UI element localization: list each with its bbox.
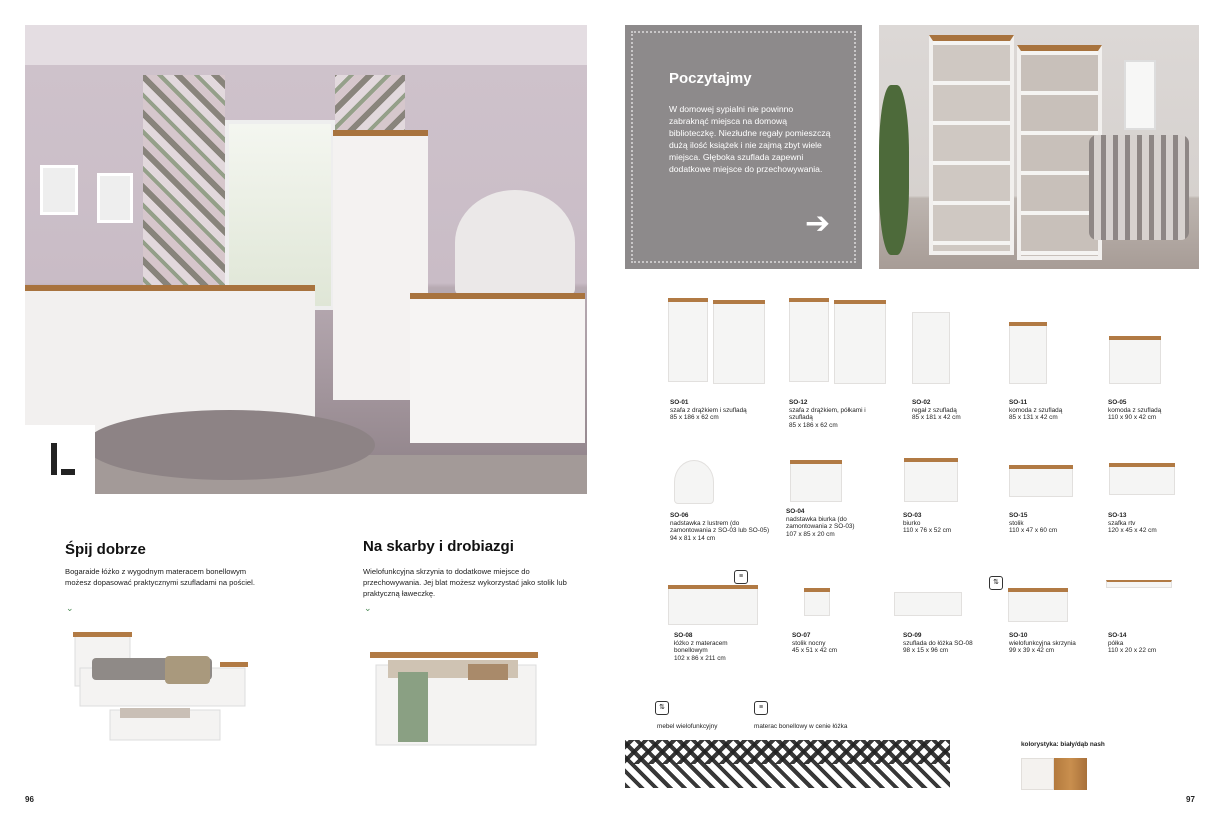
color-label: kolorystyka: biały/dąb nash <box>1021 741 1105 748</box>
product-image-so-10 <box>1008 588 1068 622</box>
promo-box <box>625 25 862 269</box>
hero-bedroom-photo <box>25 25 587 494</box>
bed-with-drawer-drawing <box>70 628 250 748</box>
product-label-so-14: SO-14 półka 110 x 20 x 22 cm <box>1108 632 1157 655</box>
product-image-so-09 <box>894 592 962 616</box>
brand-logo <box>25 425 95 494</box>
section-title-sleep: Śpij dobrze <box>65 541 146 558</box>
arrow-right-icon[interactable]: ➔ <box>805 207 831 240</box>
color-swatch-oak <box>1054 758 1087 790</box>
product-label-so-12: SO-12 szafa z drążkiem, półkami i szufladą 85 x 186 x 62 cm <box>789 399 866 429</box>
legend-multifunction: mebel wielofunkcyjny <box>657 723 718 730</box>
product-image-so-05 <box>1109 336 1161 384</box>
chevron-down-icon: ⌄ <box>364 603 372 613</box>
product-image-so-06 <box>674 460 714 504</box>
product-label-so-04: SO-04 nadstawka biurka (do zamontowania z SO-03) 107 x 85 x 20 cm <box>786 508 855 538</box>
multifunction-icon: ⇅ <box>655 701 669 715</box>
page-number-left: 96 <box>25 795 34 804</box>
product-image-so-13 <box>1109 463 1175 495</box>
product-label-so-05: SO-05 komoda z szufladą 110 x 90 x 42 cm <box>1108 399 1162 422</box>
promo-body: W domowej sypialni nie powinno zabraknąć miejsca na domową biblioteczkę. Niezłudne regały pomieszczą dużą ilość książek i nie zajmą zbyt wiele miejsca. Głęboka szuflada zapewni dodatkowe miejsce do przechowywania. <box>669 104 831 174</box>
product-image-so-04 <box>790 460 842 502</box>
bookshelf-photo <box>879 25 1199 269</box>
product-label-so-08: SO-08 łóżko z materacem bonellowym 102 x 86 x 211 cm <box>674 632 728 662</box>
section-body-storage: Wielofunkcyjna skrzynia to dodatkowe miejsce do przechowywania. Jej blat możesz wykorzystać jako stolik lub praktyczną ławeczkę. <box>363 567 567 598</box>
product-label-so-10: SO-10 wielofunkcyjna skrzynia 99 x 39 x 42 cm <box>1009 632 1076 655</box>
product-label-so-09: SO-09 szuflada do łóżka SO-08 98 x 15 x 96 cm <box>903 632 973 655</box>
product-label-so-03: SO-03 biurko 110 x 76 x 52 cm <box>903 512 952 535</box>
multifunction-icon: ⇅ <box>989 576 1003 590</box>
product-label-so-06: SO-06 nadstawka z lustrem (do zamontowania z SO-03 lub SO-05) 94 x 81 x 14 cm <box>670 512 770 542</box>
product-image-so-15 <box>1009 465 1073 497</box>
product-image-so-12-open <box>834 300 886 384</box>
chevron-down-icon: ⌄ <box>66 603 74 613</box>
product-image-so-01 <box>668 298 708 382</box>
section-title-storage: Na skarby i drobiazgi <box>363 538 514 555</box>
section-body-sleep: Bogaraide łóżko z wygodnym materacem bonellowym możesz dopasować praktycznymi szufladami na pościel. <box>65 567 255 587</box>
promo-title: Poczytajmy <box>669 70 752 87</box>
product-label-so-07: SO-07 stolik nocny 45 x 51 x 42 cm <box>792 632 838 655</box>
legend-mattress: materac bonellowy w cenie łóżka <box>754 723 848 730</box>
product-label-so-01: SO-01 szafa z drążkiem i szufladą 85 x 186 x 62 cm <box>670 399 747 422</box>
product-image-so-14 <box>1106 580 1172 588</box>
product-label-so-13: SO-13 szafka rtv 120 x 45 x 42 cm <box>1108 512 1157 535</box>
product-label-so-15: SO-15 stolik 110 x 47 x 60 cm <box>1009 512 1058 535</box>
product-image-so-12 <box>789 298 829 382</box>
product-image-so-11 <box>1009 322 1047 384</box>
mattress-icon: ≡ <box>734 570 748 584</box>
product-image-so-01-open <box>713 300 765 384</box>
product-image-so-07 <box>804 588 830 616</box>
storage-chest-drawing <box>368 650 540 750</box>
product-label-so-11: SO-11 komoda z szufladą 85 x 131 x 42 cm <box>1009 399 1063 422</box>
product-image-so-02 <box>912 312 950 384</box>
page-number-right: 97 <box>1186 795 1195 804</box>
product-image-so-03 <box>904 458 958 502</box>
product-label-so-02: SO-02 regał z szufladą 85 x 181 x 42 cm <box>912 399 961 422</box>
color-swatch-white <box>1021 758 1054 790</box>
mattress-icon: ≡ <box>754 701 768 715</box>
product-image-so-08 <box>668 585 758 625</box>
decorative-pattern-overlay <box>625 740 950 764</box>
